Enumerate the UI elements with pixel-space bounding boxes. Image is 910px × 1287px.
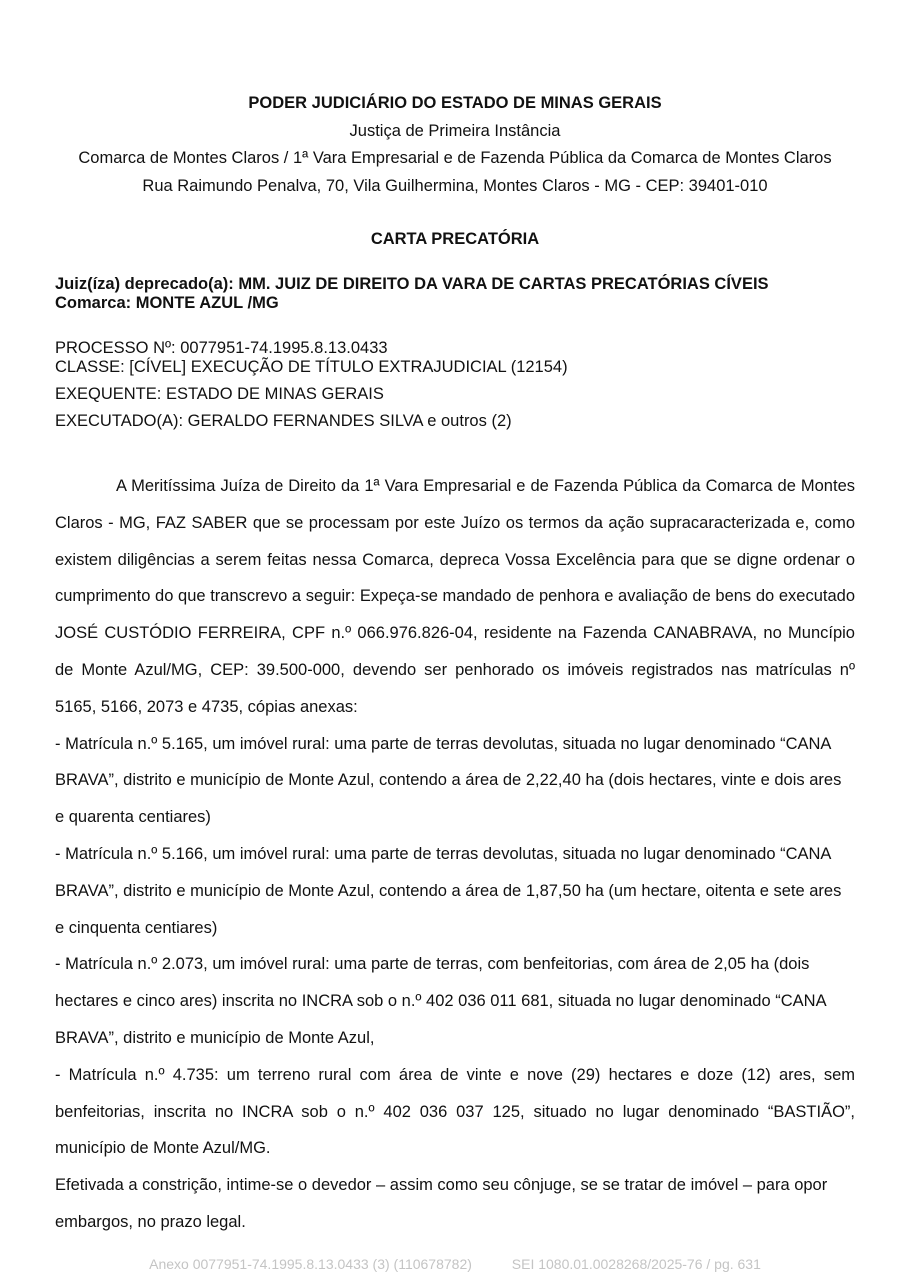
court-district: Comarca de Montes Claros / 1ª Vara Empresarial e de Fazenda Pública da Comarca de Montes Claros [78,149,832,167]
case-defendant: EXECUTADO(A): GERALDO FERNANDES SILVA e outros (2) [55,412,512,430]
body-item-matricula-4735: - Matrícula n.º 4.735: um terreno rural com área de vinte e nove (29) hectares e doze (12) ares, sem benfeitorias, inscrita no INCRA sob o n.º 402 036 037 125, situado no lugar denominado “BASTIÃO”, município de Monte Azul/MG. [55,1065,855,1158]
document-page [55,0,855,1287]
document-header [55,90,855,200]
addressee-block [55,275,855,313]
addressee-comarca: Comarca: MONTE AZUL /MG [55,294,279,312]
court-address: Rua Raimundo Penalva, 70, Vila Guilhermina, Montes Claros - MG - CEP: 39401-010 [142,176,768,195]
court-instance: Justiça de Primeira Instância [349,121,561,140]
case-class: CLASSE: [CÍVEL] EXECUÇÃO DE TÍTULO EXTRAJUDICIAL (12154) [55,358,568,376]
case-process-number: PROCESSO Nº: 0077951-74.1995.8.13.0433 [55,339,388,357]
footer-sei-reference: SEI 1080.01.0028268/2025-76 / pg. 631 [511,1256,761,1272]
document-body [55,468,855,1241]
footer-annex: Anexo 0077951-74.1995.8.13.0433 (3) (110678782) [149,1256,472,1272]
page-footer [0,1256,910,1272]
body-item-matricula-5165: - Matrícula n.º 5.165, um imóvel rural: uma parte de terras devolutas, situada no lugar denominado “CANA BRAVA”, distrito e município de Monte Azul, contendo a área de 2,22,40 ha (dois hectares, vinte e dois ares e quarenta centiares) [55,734,842,827]
body-item-matricula-5166: - Matrícula n.º 5.166, um imóvel rural: uma parte de terras devolutas, situada no lugar denominado “CANA BRAVA”, distrito e município de Monte Azul, contendo a área de 1,87,50 ha (um hectare, oitenta e sete ares e cinquenta centiares) [55,844,842,937]
body-intro-paragraph: A Meritíssima Juíza de Direito da 1ª Vara Empresarial e de Fazenda Pública da Comarca de Montes Claros - MG, FAZ SABER que se processam por este Juízo os termos da ação supracaracterizada e, como existem diligências a serem feitas nessa Comarca, depreca Vossa Excelência para que se digne ordenar o cumprimento do que transcrevo a seguir: Expeça-se mandado de penhora e avaliação de bens do executado JOSÉ CUSTÓDIO FERREIRA, CPF n.º 066.976.826-04, residente na Fazenda CANABRAVA, no Muncípio de Monte Azul/MG, CEP: 39.500-000, devendo ser penhorado os imóveis registrados nas matrículas nº 5165, 5166, 2073 e 4735, cópias anexas: [55,477,855,716]
document-title: CARTA PRECATÓRIA [370,230,540,248]
court-name: PODER JUDICIÁRIO DO ESTADO DE MINAS GERAIS [248,94,662,112]
case-plaintiff: EXEQUENTE: ESTADO DE MINAS GERAIS [55,385,384,403]
body-item-matricula-2073: - Matrícula n.º 2.073, um imóvel rural: uma parte de terras, com benfeitorias, com área de 2,05 ha (dois hectares e cinco ares) inscrita no INCRA sob o n.º 402 036 011 681, situada no lugar denominado “CANA BRAVA”, distrito e município de Monte Azul, [55,955,826,1047]
addressee-judge: Juiz(íza) deprecado(a): MM. JUIZ DE DIREITO DA VARA DE CARTAS PRECATÓRIAS CÍVEIS [55,275,769,293]
case-info [55,339,855,431]
body-closing-paragraph: Efetivada a constrição, intime-se o devedor – assim como seu cônjuge, se se tratar de imóvel – para opor embargos, no prazo legal. [55,1176,828,1231]
